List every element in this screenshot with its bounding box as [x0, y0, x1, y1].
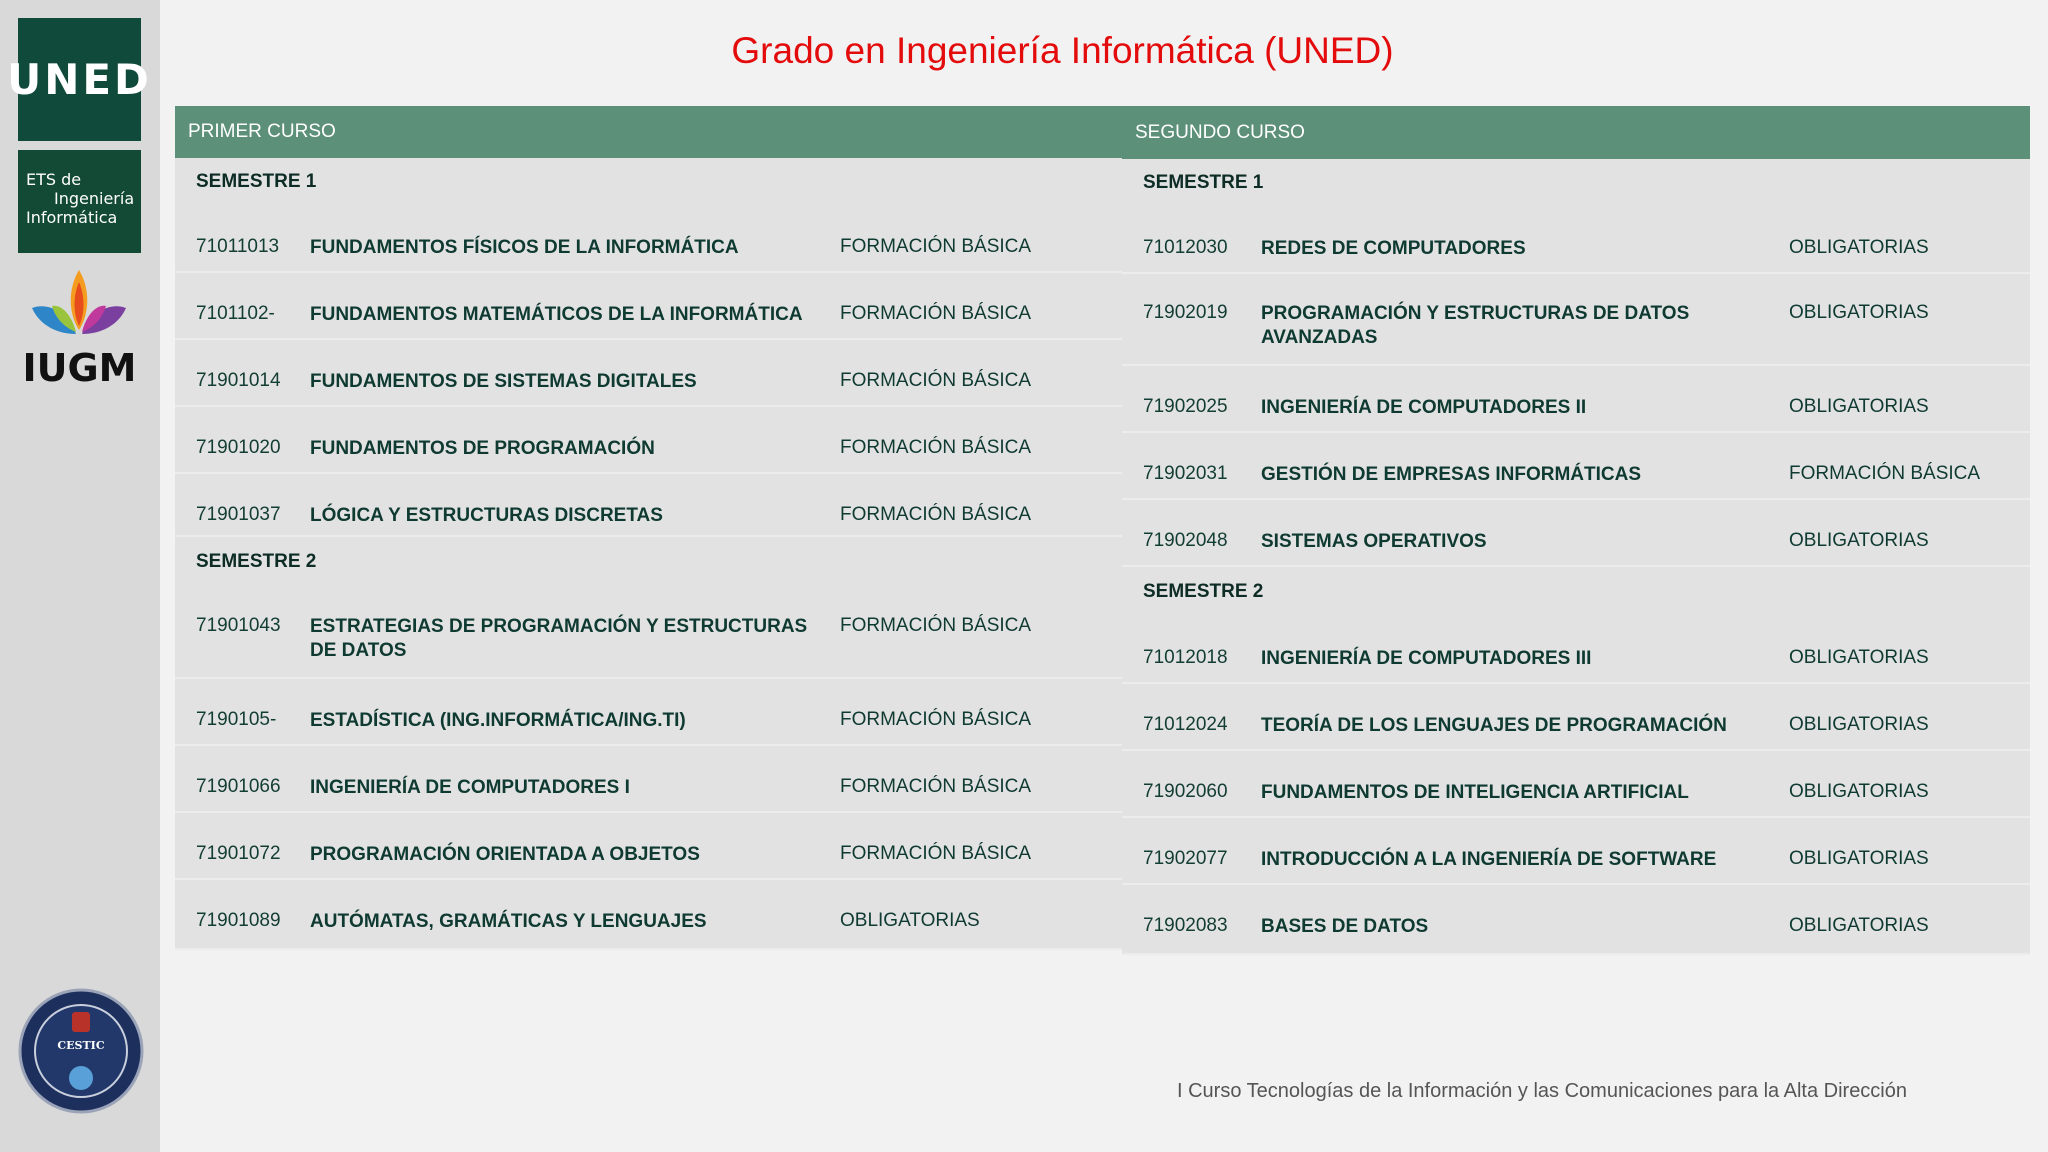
- table-row: [1122, 274, 2030, 366]
- table-row: [1122, 885, 2030, 955]
- table-row: [175, 474, 1122, 537]
- course-code: 71902048: [1143, 530, 1228, 551]
- table-row: [1122, 366, 2030, 433]
- primer-curso-header: PRIMER CURSO: [175, 106, 1122, 158]
- uned-logo-text: UNED: [7, 55, 152, 104]
- course-code: 7101102-: [196, 303, 275, 324]
- seal-text: CESTIC: [57, 1039, 105, 1052]
- course-type: FORMACIÓN BÁSICA: [840, 236, 1032, 257]
- course-code: 71901043: [196, 615, 281, 636]
- course-name: ESTADÍSTICA (ING.INFORMÁTICA/ING.TI): [310, 710, 686, 731]
- course-code: 71901014: [196, 370, 281, 391]
- course-name: AUTÓMATAS, GRAMÁTICAS Y LENGUAJES: [310, 911, 707, 932]
- table-row: [175, 679, 1122, 746]
- course-type: OBLIGATORIAS: [1789, 396, 1929, 417]
- course-code: 71012030: [1143, 237, 1228, 258]
- course-code: 71901037: [196, 504, 281, 525]
- primer-curso-table: [175, 106, 1122, 950]
- course-code: 71902019: [1143, 302, 1228, 323]
- table-row: [175, 880, 1122, 950]
- course-type: FORMACIÓN BÁSICA: [840, 303, 1032, 324]
- table-row: [175, 206, 1122, 273]
- course-name: FUNDAMENTOS DE PROGRAMACIÓN: [310, 438, 655, 459]
- semester-label: SEMESTRE 1: [1143, 172, 1264, 193]
- ets-logo-line2: Ingeniería: [54, 189, 135, 208]
- course-name: FUNDAMENTOS MATEMÁTICOS DE LA INFORMÁTICA: [310, 304, 803, 325]
- table-row: [1122, 818, 2030, 885]
- course-code: 71902025: [1143, 396, 1228, 417]
- course-code: 71902060: [1143, 781, 1228, 802]
- lotus-flower-icon: [18, 268, 141, 348]
- course-name: GESTIÓN DE EMPRESAS INFORMÁTICAS: [1261, 464, 1642, 485]
- table-row: [1122, 751, 2030, 818]
- uned-logo: [7, 18, 152, 141]
- course-type: FORMACIÓN BÁSICA: [840, 709, 1032, 730]
- iugm-logo: [18, 268, 141, 388]
- course-name: FUNDAMENTOS FÍSICOS DE LA INFORMÁTICA: [310, 237, 739, 258]
- semester-label: SEMESTRE 1: [196, 171, 317, 192]
- course-code: 71902083: [1143, 915, 1228, 936]
- course-name: BASES DE DATOS: [1261, 916, 1429, 937]
- cestic-seal-icon: [18, 988, 144, 1114]
- course-type: OBLIGATORIAS: [1789, 530, 1929, 551]
- course-name: LÓGICA Y ESTRUCTURAS DISCRETAS: [310, 505, 663, 526]
- page-title: Grado en Ingeniería Informática (UNED): [731, 30, 1394, 71]
- course-type: FORMACIÓN BÁSICA: [840, 437, 1032, 458]
- course-type: FORMACIÓN BÁSICA: [840, 504, 1032, 525]
- course-code: 71901089: [196, 910, 281, 931]
- table-row: [175, 813, 1122, 880]
- course-name: PROGRAMACIÓN ORIENTADA A OBJETOS: [310, 844, 700, 865]
- course-name: INGENIERÍA DE COMPUTADORES I: [310, 777, 630, 798]
- course-type: OBLIGATORIAS: [1789, 915, 1929, 936]
- course-code: 71012018: [1143, 647, 1228, 668]
- course-code: 71012024: [1143, 714, 1228, 735]
- course-code: 71902077: [1143, 848, 1228, 869]
- table-row: [1122, 433, 2030, 500]
- semester-label: SEMESTRE 2: [196, 551, 317, 572]
- course-name: FUNDAMENTOS DE SISTEMAS DIGITALES: [310, 371, 697, 392]
- course-name: REDES DE COMPUTADORES: [1261, 238, 1526, 259]
- table-row: [1122, 617, 2030, 684]
- course-type: OBLIGATORIAS: [1789, 647, 1929, 668]
- course-type: FORMACIÓN BÁSICA: [840, 843, 1032, 864]
- sidebar: [0, 0, 160, 1152]
- iugm-logo-text: IUGM: [22, 346, 137, 390]
- ets-logo-line1: ETS de: [26, 170, 82, 189]
- course-name: PROGRAMACIÓN Y ESTRUCTURAS DE DATOS AVANZADAS: [1261, 303, 1690, 348]
- course-type: OBLIGATORIAS: [1789, 848, 1929, 869]
- ets-logo-line3: Informática: [26, 208, 118, 227]
- course-code: 7190105-: [196, 709, 277, 730]
- course-name: ESTRATEGIAS DE PROGRAMACIÓN Y ESTRUCTURAS DE DATOS: [310, 616, 808, 661]
- course-name: INGENIERÍA DE COMPUTADORES II: [1261, 397, 1587, 418]
- course-code: 71902031: [1143, 463, 1228, 484]
- course-name: TEORÍA DE LOS LENGUAJES DE PROGRAMACIÓN: [1261, 715, 1727, 736]
- table-row: [1122, 500, 2030, 567]
- semester-label: SEMESTRE 2: [1143, 581, 1264, 602]
- segundo-curso-header: SEGUNDO CURSO: [1122, 106, 2030, 159]
- course-code: 71901072: [196, 843, 281, 864]
- ets-ingenieria-logo: [18, 150, 141, 253]
- table-row: [175, 273, 1122, 340]
- segundo-curso-table: [1122, 106, 2030, 955]
- table-row: [1122, 207, 2030, 274]
- segundo-curso-body: [1122, 159, 2030, 955]
- course-code: 71011013: [196, 236, 280, 257]
- course-type: FORMACIÓN BÁSICA: [1789, 463, 1981, 484]
- course-type: FORMACIÓN BÁSICA: [840, 615, 1032, 636]
- footer-course-title: I Curso Tecnologías de la Información y las Comunicaciones para la Alta Dirección: [1177, 1080, 1907, 1102]
- course-name: INGENIERÍA DE COMPUTADORES III: [1261, 648, 1592, 669]
- table-row: [175, 407, 1122, 474]
- course-type: OBLIGATORIAS: [1789, 237, 1929, 258]
- primer-curso-body: [175, 158, 1122, 950]
- table-row: [175, 340, 1122, 407]
- course-code: 71901020: [196, 437, 281, 458]
- course-type: OBLIGATORIAS: [840, 910, 980, 931]
- table-row: [175, 746, 1122, 813]
- course-type: OBLIGATORIAS: [1789, 302, 1929, 323]
- course-name: FUNDAMENTOS DE INTELIGENCIA ARTIFICIAL: [1261, 782, 1689, 803]
- course-type: FORMACIÓN BÁSICA: [840, 776, 1032, 797]
- course-type: OBLIGATORIAS: [1789, 714, 1929, 735]
- course-type: OBLIGATORIAS: [1789, 781, 1929, 802]
- table-row: [1122, 684, 2030, 751]
- table-row: [175, 587, 1122, 679]
- course-name: SISTEMAS OPERATIVOS: [1261, 531, 1487, 552]
- course-name: INTRODUCCIÓN A LA INGENIERÍA DE SOFTWARE: [1261, 849, 1717, 870]
- course-code: 71901066: [196, 776, 281, 797]
- course-type: FORMACIÓN BÁSICA: [840, 370, 1032, 391]
